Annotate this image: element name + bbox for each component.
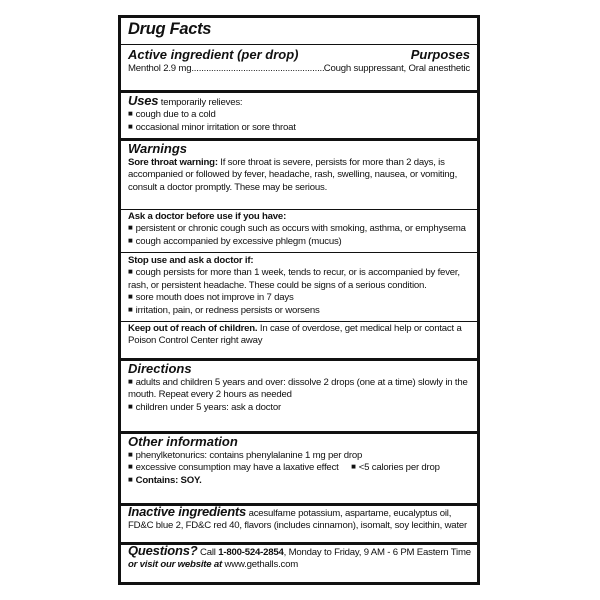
stop-use-heading: Stop use and ask a doctor if: (128, 255, 254, 266)
phone-number: 1-800-524-2854 (218, 547, 284, 558)
children-section (121, 323, 477, 348)
list-item: ■ children under 5 years: ask a doctor (128, 402, 470, 414)
list-item: ■ phenylketonurics: contains phenylalanine 1 mg per drop (128, 450, 470, 462)
uses-section (121, 93, 477, 134)
children-text: In case of overdose, get medical help or contact a (259, 323, 462, 334)
active-ingredient-section (121, 47, 477, 75)
ingredient-name: Menthol 2.9 mg (128, 63, 192, 74)
website-link[interactable]: www.gethalls.com (224, 559, 299, 571)
inactive-text: acesulfame potassium, aspartame, eucalyptus oil, (248, 508, 452, 519)
directions-section (121, 361, 477, 414)
list-item: ■ occasional minor irritation or sore throat (128, 122, 470, 134)
list-item: ■ excessive consumption may have a laxative effect (128, 462, 339, 473)
dot-leader (191, 63, 323, 75)
uses-heading: Uses (128, 93, 159, 108)
sore-throat-text: consult a doctor promptly. These may be serious. (128, 181, 328, 193)
warnings-section (121, 141, 477, 194)
list-item: ■ cough due to a cold (128, 109, 470, 121)
title-section (121, 20, 477, 39)
children-text: Poison Control Center right away (128, 335, 263, 347)
divider (121, 44, 477, 45)
divider (121, 209, 477, 210)
sore-throat-label: Sore throat warning: (128, 157, 218, 168)
directions-heading: Directions (128, 361, 192, 376)
inactive-text: FD&C blue 2, FD&C red 40, flavors (includes cinnamon), isomalt, soy lecithin, water (128, 520, 468, 532)
list-item: ■ persistent or chronic cough such as occurs with smoking, asthma, or emphysema (128, 223, 470, 235)
hours-text: , Monday to Friday, 9 AM - 6 PM Eastern Time (283, 547, 471, 558)
active-ingredient-heading: Active ingredient (per drop) (128, 47, 299, 62)
drug-facts-panel (118, 15, 480, 585)
list-item: ■ sore mouth does not improve in 7 days (128, 292, 470, 304)
website-prefix: or visit our website at (128, 559, 223, 571)
ask-doctor-heading: Ask a doctor before use if you have: (128, 211, 287, 222)
list-item: ■ adults and children 5 years and over: dissolve 2 drops (one at a time) slowly in the (128, 377, 470, 389)
divider (121, 252, 477, 253)
list-item-continued: rash, or persistent headache. These could be signs of a serious condition. (128, 279, 427, 291)
questions-section (121, 545, 477, 572)
inactive-heading: Inactive ingredients (128, 506, 247, 519)
list-item: ■ cough accompanied by excessive phlegm (mucus) (128, 236, 470, 248)
drug-facts-title: Drug Facts (128, 20, 212, 38)
sore-throat-text: accompanied or followed by fever, headache, rash, swelling, nausea, or vomiting, (128, 169, 458, 181)
questions-heading: Questions? (128, 545, 198, 558)
list-item: ■ irritation, pain, or redness persists or worsens (128, 305, 470, 317)
uses-intro: temporarily relieves: (160, 97, 243, 108)
other-info-heading: Other information (128, 434, 238, 449)
ingredient-purpose: Cough suppressant, Oral anesthetic (323, 63, 470, 74)
inactive-section (121, 506, 477, 533)
call-prefix: Call (199, 547, 216, 558)
list-item: ■ <5 calories per drop (351, 462, 440, 473)
list-item-continued: mouth. Repeat every 2 hours as needed (128, 389, 292, 401)
sore-throat-text: If sore throat is severe, persists for more than 2 days, is (220, 157, 445, 168)
ask-doctor-section (121, 211, 477, 248)
list-item: ■ Contains: SOY. (128, 475, 470, 487)
divider (121, 321, 477, 322)
purposes-heading: Purposes (410, 47, 470, 62)
warnings-heading: Warnings (128, 141, 187, 156)
other-info-section (121, 434, 477, 487)
list-item: ■ cough persists for more than 1 week, tends to recur, or is accompanied by fever, (128, 267, 470, 279)
stop-use-section (121, 255, 477, 317)
children-label: Keep out of reach of children. (128, 323, 258, 334)
